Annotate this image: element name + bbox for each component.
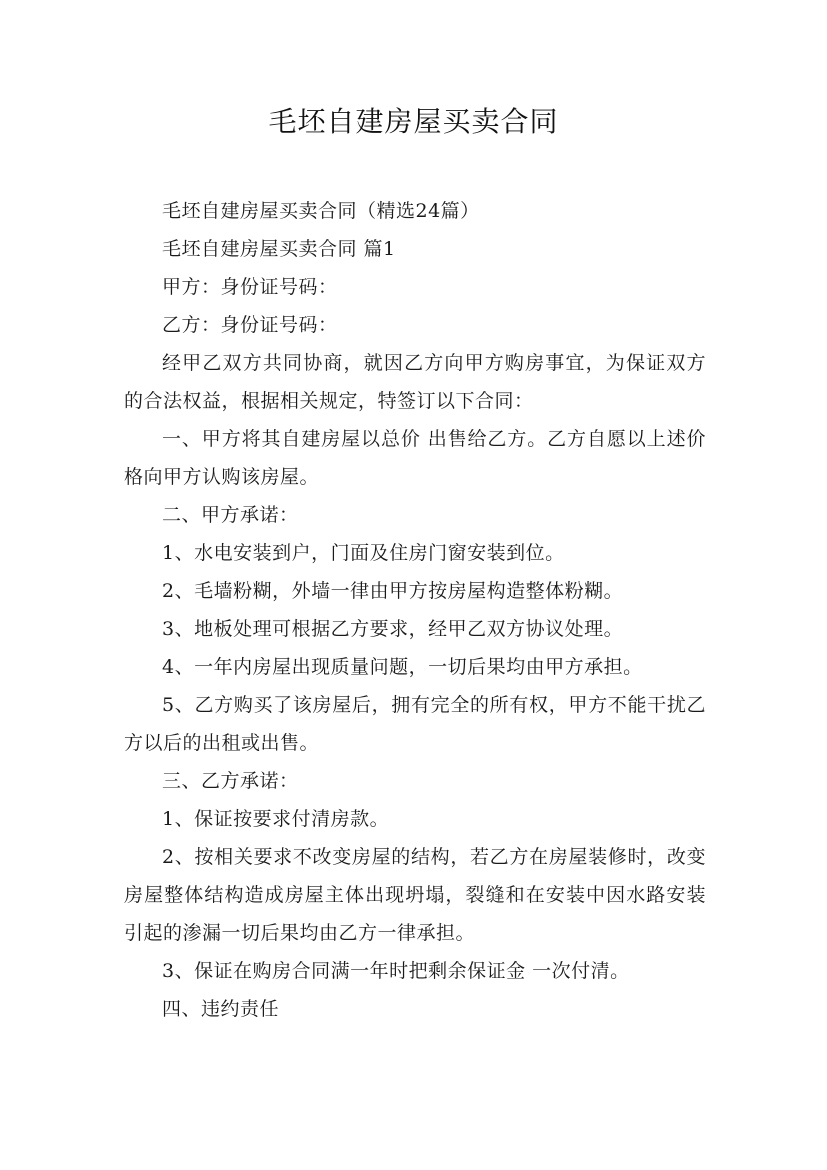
paragraph-preamble: 经甲乙双方共同协商，就因乙方向甲方购房事宜，为保证双方的合法权益，根据相关规定，特签订以下合同： (124, 352, 706, 412)
paragraph-clause-2-item-5: 5、乙方购买了该房屋后，拥有完全的所有权，甲方不能干扰乙方以后的出租或出售。 (124, 694, 706, 754)
paragraph-clause-2-item-2: 2、毛墙粉糊，外墙一律由甲方按房屋构造整体粉糊。 (162, 580, 624, 602)
document-title: 毛坯自建房屋买卖合同 (268, 105, 559, 138)
document-body (124, 192, 706, 1028)
paragraph-clause-3-item-1: 1、保证按要求付清房款。 (162, 808, 390, 830)
paragraph-party-b: 乙方：身份证号码： (162, 314, 338, 336)
paragraph-party-a: 甲方：身份证号码： (162, 276, 338, 298)
paragraph-subtitle: 毛坯自建房屋买卖合同（精选24篇） (162, 200, 480, 222)
paragraph-clause-2-heading: 二、甲方承诺： (162, 504, 299, 526)
paragraph-clause-3-item-3: 3、保证在购房合同满一年时把剩余保证金 一次付清。 (162, 960, 630, 982)
paragraph-clause-3-item-2: 2、按相关要求不改变房屋的结构，若乙方在房屋装修时，改变房屋整体结构造成房屋主体出现坍塌，裂缝和在安装中因水路安装引起的渗漏一切后果均由乙方一律承担。 (124, 846, 706, 944)
paragraph-clause-2-item-3: 3、地板处理可根据乙方要求，经甲乙双方协议处理。 (162, 618, 624, 640)
paragraph-clause-1: 一、甲方将其自建房屋以总价 出售给乙方。乙方自愿以上述价格向甲方认购该房屋。 (124, 428, 706, 488)
paragraph-clause-2-item-1: 1、水电安装到户，门面及住房门窗安装到位。 (162, 542, 565, 564)
paragraph-clause-4-heading: 四、违约责任 (162, 998, 280, 1020)
paragraph-clause-3-heading: 三、乙方承诺： (162, 770, 299, 792)
paragraph-clause-2-item-4: 4、一年内房屋出现质量问题，一切后果均由甲方承担。 (162, 656, 643, 678)
paragraph-section-heading: 毛坯自建房屋买卖合同 篇1 (162, 238, 396, 260)
